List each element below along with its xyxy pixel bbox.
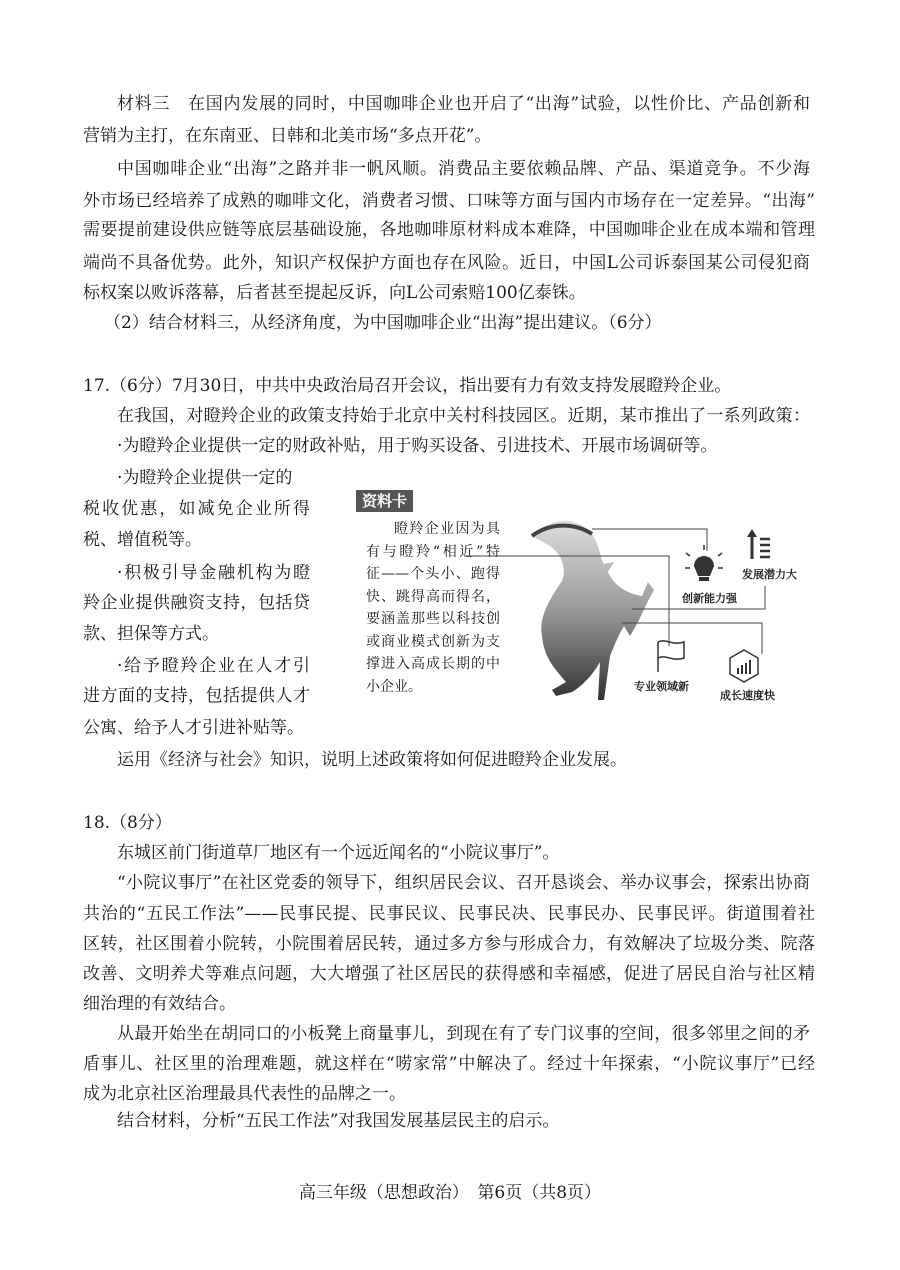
material3-line: 材料三 在国内发展的同时，中国咖啡企业也开启了“出海”试验，以性价比、产品创新和 [117,94,810,114]
growth-chart-icon [730,650,758,682]
q17-line: 款、担保等方式。 [83,624,219,644]
q18-line: 共治的“五民工作法”——民事民提、民事民议、民事民决、民事民办、民事民评。街道围着社 [83,904,815,924]
q18-line: 结合材料，分析“五民工作法”对我国发展基层民主的启示。 [117,1111,560,1131]
material3-line: 外市场已经培养了成熟的咖啡文化，消费者习惯、口味等方面与国内市场存在一定差异。“出海” [83,191,815,211]
q17-line: ·给予瞪羚企业在人才引 [117,656,310,676]
q17-line: 17.（6分）7月30日，中共中央政治局召开会议，指出要有力有效支持发展瞪羚企业。 [83,376,732,396]
q17-line: 公寓、给予人才引进补贴等。 [83,718,304,738]
material3-line: 营销为主打，在东南亚、日韩和北美市场“多点开花”。 [83,126,492,146]
material3-line: 中国咖啡企业“出海”之路并非一帆风顺。消费品主要依赖品牌、产品、渠道竞争。不少海 [117,159,810,179]
info-card-text-line: 征——个头小、跑得 [366,566,500,582]
q18-line: 东城区前门街道草厂地区有一个远近闻名的“小院议事厅”。 [117,843,560,863]
q18-line: “小院议事厅”在社区党委的领导下，组织居民会议、召开恳谈会、举办议事会，探索出协商 [117,873,810,893]
info-card-text-line: 或商业模式创新为支 [366,633,500,650]
info-card-text-line: 快、跳得高而得名， [366,588,500,605]
info-card-text-line: 要涵盖那些以科技创 [366,611,500,627]
q17-line: 税、增值税等。 [83,530,202,550]
material3-line: 端尚不具备优势。此外，知识产权保护方面也存在风险。近日，中国L公司诉泰国某公司侵犯商 [83,253,810,273]
info-card-text-line: 瞪羚企业因为具 [394,521,500,537]
material3-line: 需要提前建设供应链等底层基础设施，各地咖啡原材料成本难降，中国咖啡企业在成本端和管理 [83,220,815,240]
q17-line: ·积极引导金融机构为瞪 [117,563,310,583]
q18-line: 18.（8分） [83,813,172,833]
gazelle-icon [532,521,654,700]
growth-arrow-icon [747,529,770,559]
material3-line: 标权案以败诉落幕，后者甚至提起反诉，向L公司索赔100亿泰铢。 [83,283,586,303]
q18-line: 从最开始坐在胡同口的小板凳上商量事儿，到现在有了专门议事的空间，很多邻里之间的矛 [117,1024,810,1044]
label-innovation: 创新能力强 [682,592,737,605]
q17-line: 进方面的支持，包括提供人才 [83,686,310,706]
lightbulb-icon [685,545,723,581]
q18-line: 盾事儿、社区里的治理难题，就这样在“唠家常”中解决了。经过十年探索，“小院议事厅”已经 [83,1054,815,1074]
label-growth: 成长速度快 [720,689,775,702]
q18-line: 区转，社区围着小院转，小院围着居民转，通过多方参与形成合力，有效解决了垃圾分类、院落 [83,934,815,954]
q18-line: 细治理的有效结合。 [83,994,236,1014]
flag-icon [658,641,684,672]
info-card [352,486,802,708]
info-card-text-line: 撑进入高成长期的中 [366,656,500,672]
q17-line: ·为瞪羚企业提供一定的财政补贴，用于购买设备、引进技术、开展市场调研等。 [117,436,718,456]
q17-line: 在我国，对瞪羚企业的政策支持始于北京中关村科技园区。近期，某市推出了一系列政策： [117,406,810,426]
q17-line: 运用《经济与社会》知识，说明上述政策将如何促进瞪羚企业发展。 [117,750,627,770]
q17-line: 税收优惠，如减免企业所得 [83,499,310,519]
q18-line: 成为北京社区治理最具代表性的品牌之一。 [83,1084,406,1104]
q17-line: 羚企业提供融资支持，包括贷 [83,593,310,613]
info-card-text-line: 小企业。 [366,678,422,695]
material3-line: （2）结合材料三，从经济角度，为中国咖啡企业“出海”提出建议。（6分） [104,313,662,333]
page-footer: 高三年级（思想政治） 第6页（共8页） [298,1183,602,1203]
label-field: 专业领域新 [634,680,689,693]
info-card-tag: 资料卡 [356,490,413,512]
q18-line: 改善、文明养犬等难点问题，大大增强了社区居民的获得感和幸福感，促进了居民自治与社区精 [83,964,815,984]
q17-line: ·为瞪羚企业提供一定的 [117,468,293,488]
info-card-text-line: 有与瞪羚“相近”特 [366,543,500,560]
label-potential: 发展潜力大 [742,568,797,581]
